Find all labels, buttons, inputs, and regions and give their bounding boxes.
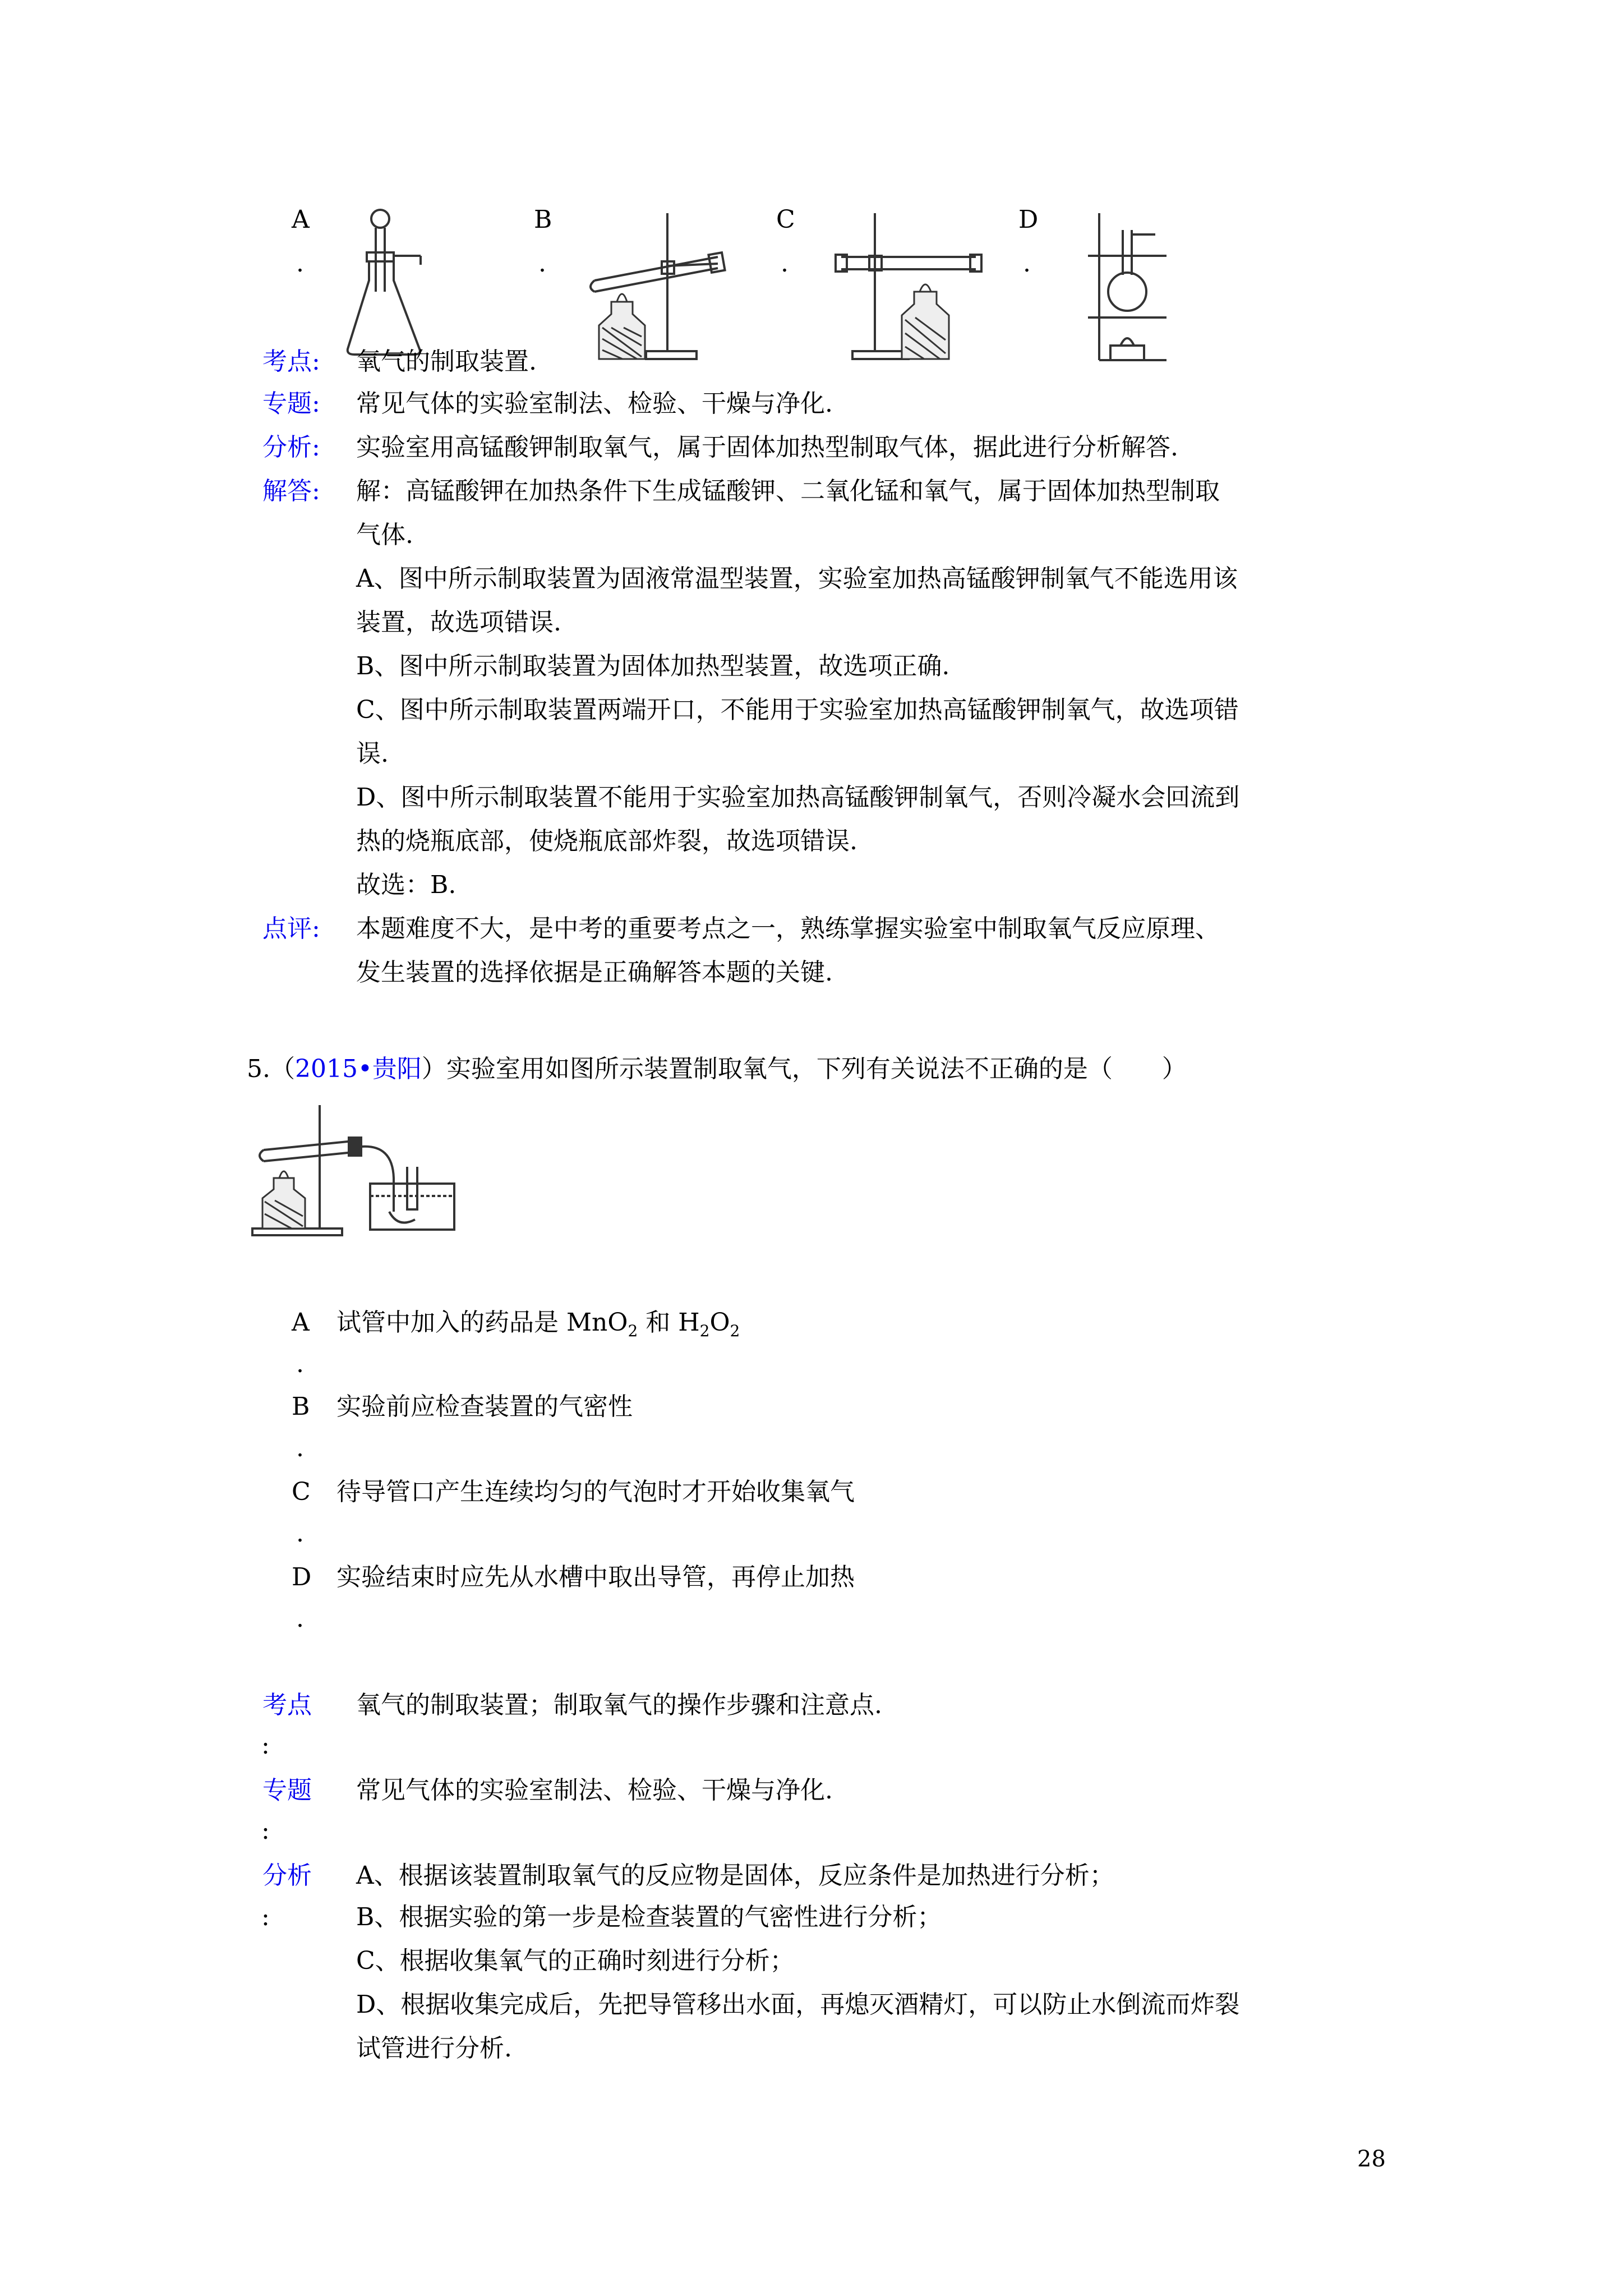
q5-fenxi-label: 分析 xyxy=(262,1861,312,1890)
figure-option-a-dot: . xyxy=(296,249,304,278)
q5-kaodian-text: 氧气的制取装置；制取氧气的操作步骤和注意点. xyxy=(356,1691,882,1719)
q5-option-d-dot: . xyxy=(296,1604,304,1633)
q4-jieda-line: D、图中所示制取装置不能用于实验室加热高锰酸钾制氧气，否则冷凝水会回流到 xyxy=(356,783,1240,812)
q5-fenxi-line: 试管进行分析. xyxy=(356,2034,512,2063)
q5-source-open: （ xyxy=(270,1055,295,1083)
q5-option-b-dot: . xyxy=(296,1434,304,1462)
q5-stem xyxy=(247,1052,1187,1086)
q4-jieda-label: 解答: xyxy=(262,477,320,505)
figure-option-c-dot: . xyxy=(781,249,789,278)
q5-option-a-text xyxy=(336,1306,740,1348)
q5-option-a-dot: . xyxy=(296,1350,304,1378)
q5-option-a-text-part: 和 H xyxy=(638,1308,700,1337)
q5-fenxi-colon: : xyxy=(261,1903,270,1931)
q4-jieda-line: 气体. xyxy=(356,521,413,549)
q5-zhuanti-label: 专题 xyxy=(262,1776,312,1805)
q4-jieda-line: A、图中所示制取装置为固液常温型装置，实验室加热高锰酸钾制氧气不能选用该 xyxy=(356,564,1238,593)
q4-jieda-line: B、图中所示制取装置为固体加热型装置，故选项正确. xyxy=(356,652,950,680)
q4-jieda-line: 解：高锰酸钾在加热条件下生成锰酸钾、二氧化锰和氧气，属于固体加热型制取 xyxy=(356,477,1220,505)
figure-oxygen-collection-apparatus xyxy=(247,1099,460,1240)
q4-jieda-line: 误. xyxy=(356,739,389,768)
q4-fenxi-label: 分析: xyxy=(262,433,320,462)
q4-zhuanti-text: 常见气体的实验室制法、检验、干燥与净化. xyxy=(356,389,833,418)
q4-jieda-line: C、图中所示制取装置两端开口，不能用于实验室加热高锰酸钾制氧气，故选项错 xyxy=(356,696,1239,724)
q4-jieda-line: 热的烧瓶底部，使烧瓶底部炸裂，故选项错误. xyxy=(356,827,857,855)
figure-open-tube-heating-apparatus xyxy=(830,208,998,365)
q5-option-b-text: 实验前应检查装置的气密性 xyxy=(336,1392,633,1421)
q4-kaodian-label: 考点: xyxy=(262,347,320,376)
figure-option-d-dot: . xyxy=(1023,249,1031,278)
figure-option-b-letter: B xyxy=(534,205,552,234)
q5-zhuanti-colon: : xyxy=(261,1816,270,1845)
q5-option-b-letter: B xyxy=(292,1392,310,1421)
q4-zhuanti-label: 专题: xyxy=(262,389,320,418)
q4-dianping-label: 点评: xyxy=(262,914,320,943)
q5-stem-text: 实验室用如图所示装置制取氧气，下列有关说法不正确的是（ ） xyxy=(446,1055,1187,1083)
figure-option-b-dot: . xyxy=(538,249,546,278)
q5-option-c-letter: C xyxy=(292,1478,311,1506)
q5-option-c-text: 待导管口产生连续均匀的气泡时才开始收集氧气 xyxy=(336,1478,855,1506)
figure-option-c-letter: C xyxy=(776,205,795,234)
q5-fenxi-line: B、根据实验的第一步是检查装置的气密性进行分析； xyxy=(356,1903,942,1931)
q5-option-d-letter: D xyxy=(292,1563,312,1591)
q5-number: 5. xyxy=(247,1055,270,1083)
figure-test-tube-heating-apparatus xyxy=(583,208,740,365)
q4-dianping-line: 本题难度不大，是中考的重要考点之一，熟练掌握实验室中制取氧气反应原理、 xyxy=(356,914,1220,943)
page-number: 28 xyxy=(1357,2146,1386,2172)
q5-fenxi-line: C、根据收集氧气的正确时刻进行分析； xyxy=(356,1947,795,1975)
q5-option-a-subscript: 2 xyxy=(628,1321,638,1340)
q5-option-a-subscript: 2 xyxy=(699,1321,710,1340)
q5-source: 2015•贵阳 xyxy=(294,1055,422,1083)
q4-jieda-line: 装置，故选项错误. xyxy=(356,608,561,637)
q5-option-a-text-part: O xyxy=(709,1308,730,1337)
figure-conical-flask-apparatus xyxy=(342,202,443,359)
q5-option-a-subscript: 2 xyxy=(730,1321,740,1340)
q5-option-c-dot: . xyxy=(296,1519,304,1548)
q5-fenxi-line: D、根据收集完成后，先把导管移出水面，再熄灭酒精灯，可以防止水倒流而炸裂 xyxy=(356,1990,1240,2019)
q5-kaodian-label: 考点 xyxy=(262,1691,312,1719)
q5-source-close: ） xyxy=(421,1055,446,1083)
q5-option-d-text: 实验结束时应先从水槽中取出导管，再停止加热 xyxy=(336,1563,855,1591)
q5-option-a-text-part: 试管中加入的药品是 MnO xyxy=(336,1308,628,1337)
q5-option-a-letter: A xyxy=(292,1308,310,1337)
figure-option-d-letter: D xyxy=(1018,205,1039,234)
q4-kaodian-text: 氧气的制取装置. xyxy=(356,347,537,376)
q4-dianping-line: 发生装置的选择依据是正确解答本题的关键. xyxy=(356,958,833,987)
figure-option-a-letter: A xyxy=(292,205,310,234)
q5-kaodian-colon: : xyxy=(261,1731,270,1760)
q5-fenxi-line: A、根据该装置制取氧气的反应物是固体，反应条件是加热进行分析； xyxy=(356,1861,1114,1890)
q4-jieda-line: 故选：B. xyxy=(356,871,457,899)
q5-zhuanti-text: 常见气体的实验室制法、检验、干燥与净化. xyxy=(356,1776,833,1805)
figure-round-flask-apparatus xyxy=(1077,208,1178,365)
q4-fenxi-text: 实验室用高锰酸钾制取氧气，属于固体加热型制取气体，据此进行分析解答. xyxy=(356,433,1178,462)
